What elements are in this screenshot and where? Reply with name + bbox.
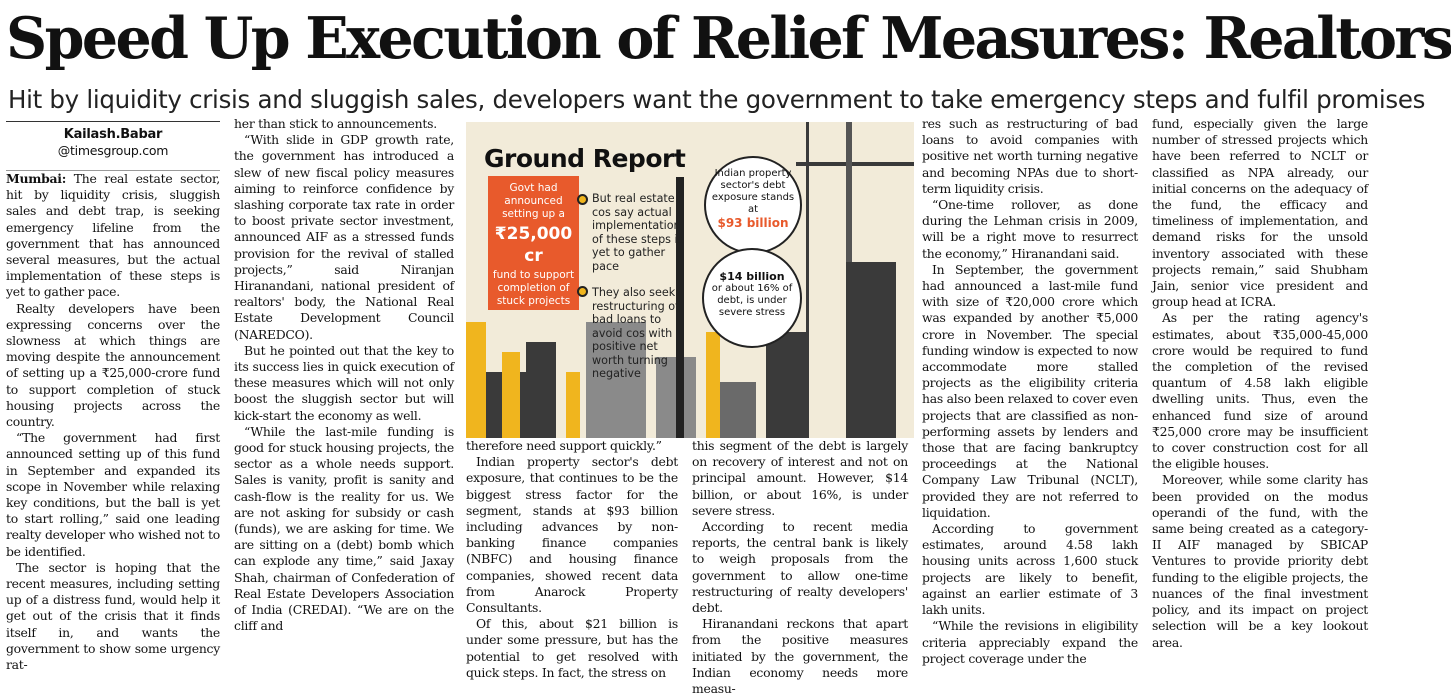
byline (6, 127, 220, 159)
paragraph: this segment of the debt is largely on recovery of interest and not on principal amount. However, $14 billion, or about 16%, is under severe stress. (692, 438, 908, 518)
paragraph: As per the rating agency's estimates, about ₹35,000-45,000 crore would be required to fund the completion of the revised quantum of 4.58 lakh eligible dwelling units. Thus, even the enhanced fund size of around ₹25,000 crore may be insufficient to cover construction cost for all the eligible houses. (1152, 310, 1368, 472)
fund-box-top-text: Govt had announced setting up a (502, 182, 565, 220)
paragraph: According to government estimates, around 4.58 lakh housing units across 1,600 stuck projects are likely to benefit, against an earlier estimate of 3 lakh units. (922, 521, 1138, 618)
fund-box (488, 176, 579, 310)
paragraph: “With slide in GDP growth rate, the government has introduced a slew of new fiscal policy measures aiming to reinforce confidence by slashing corporate tax rate in order to boost private sector investment, announced AIF as a stressed funds provision for the revival of stalled projects,” said Niranjan Hiranandani, national president of realtors' body, the National Real Estate Development Council (NAREDCO). (234, 132, 454, 342)
paragraph: In September, the government had announced a last-mile fund with size of ₹20,000 crore which was expanded by another ₹5,000 crore in November. The special funding window is expected to now accommodate more stalled projects as the eligibility criteria has also been relaxed to cover even projects that are classified as non-performing assets by lenders and those that are facing bankruptcy proceedings at the National Company Law Tribunal (NCLT), provided they are not referred to liquidation. (922, 261, 1138, 520)
paragraph: res such as restructuring of bad loans to avoid companies with positive net worth turning negative and becoming NPAs due to short-term liquidity crisis. (922, 116, 1138, 196)
column-1 (6, 124, 220, 673)
paragraph: “While the revisions in eligibility criteria appreciably expand the project coverage under the (922, 618, 1138, 666)
debt-exposure-text: Indian property sector's debt exposure stands at (711, 168, 795, 215)
severe-stress-value: $14 billion (719, 270, 785, 283)
fund-box-bottom-text: fund to support completion of stuck projects (492, 269, 575, 307)
note-implementation: But real estate cos say actual implementation of these steps is yet to gather pace (592, 192, 684, 273)
column-3 (466, 438, 678, 680)
byline-rule (6, 121, 220, 122)
bullet-dot-icon (577, 286, 588, 297)
paragraph: Hiranandani reckons that apart from the positive measures initiated by the government, the Indian economy needs more measu- (692, 616, 908, 697)
severe-stress-bubble (702, 248, 802, 348)
column-6 (1152, 116, 1368, 650)
paragraph: Indian property sector's debt exposure, that continues to be the biggest stress factor for the segment, stands at $93 billion including advances by non-banking finance companies (NBFC) and housing finance companies, showed recent data from Anarock Property Consultants. (466, 454, 678, 616)
paragraph: “The government had first announced setting up of this fund in September and expanded its scope in November while relaxing key conditions, but the ball is yet to start rolling,” said one leading realty developer who wished not to be identified. (6, 430, 220, 559)
byline-email: @timesgroup.com (57, 143, 169, 158)
dateline: Mumbai: (6, 171, 67, 186)
note-restructuring: They also seek restructuring of bad loans to avoid cos with positive net worth turning negative (592, 286, 680, 380)
paragraph: fund, especially given the large number of stressed projects which have been referred to NCLT or classified as NPA already, our initial concerns on the adequacy of the fund, the efficacy and timeliness of implementation, and demand risks for the unsold inventory associated with these projects remain,” said Shubham Jain, senior vice president and group head at ICRA. (1152, 116, 1368, 310)
headline: Speed Up Execution of Relief Measures: Realtors (6, 5, 1451, 72)
debt-exposure-value: $93 billion (717, 216, 789, 230)
debt-exposure-bubble (704, 156, 802, 254)
paragraph: Realty developers have been expressing concerns over the slowness at which things are moving despite the announcement of setting up a ₹25,000-crore fund to support completion of stuck housing projects across the country. (6, 300, 220, 430)
paragraph: her than stick to announcements. (234, 116, 437, 131)
paragraph: “While the last-mile funding is good for stuck housing projects, the sector as a whole needs support. Sales is vanity, profit is sanity and cash-flow is the reality for us. We are not asking for subsidy or cash (funds), we are asking for time. We are sitting on a (debt) bomb which can explode any time,” said Jaxay Shah, chairman of Confederation of Real Estate Developers Association of India (CREDAI). “We are on the cliff and (234, 423, 454, 634)
byline-name: Kailash.Babar (63, 127, 163, 142)
column-4 (692, 438, 908, 697)
fund-box-amount: ₹25,000 cr (494, 224, 573, 266)
graphic-title: Ground Report (484, 144, 686, 173)
severe-stress-text: or about 16% of debt, is under severe stress (711, 283, 793, 318)
paragraph: The sector is hoping that the recent measures, including setting up of a distress fund, would help it get out of the crisis that it finds itself in, and wants the government to show some urgency rat- (6, 559, 220, 673)
paragraph: But he pointed out that the key to its success lies in quick execution of these measures which will not only boost the sluggish sector but will kick-start the economy as well. (234, 342, 454, 423)
paragraph: Of this, about $21 billion is under some pressure, but has the potential to get resolved with quick steps. In fact, the stress on (466, 616, 678, 680)
paragraph: Mumbai: The real estate sector, hit by liquidity crisis, sluggish sales and debt trap, is seeking emergency lifeline from the government that has announced several measures, but the actual implementation of these steps is yet to gather pace. (6, 171, 220, 300)
ground-report-graphic (466, 122, 914, 438)
paragraph: “One-time rollover, as done during the Lehman crisis in 2009, will be a right move to resurrect the economy,” Hiranandani said. (922, 197, 1138, 261)
bullet-dot-icon (577, 194, 588, 205)
deck-subheadline: Hit by liquidity crisis and sluggish sales, developers want the government to take emergency steps and fulfil promises (8, 85, 1426, 114)
column-2 (234, 116, 454, 634)
paragraph: According to recent media reports, the central bank is likely to weigh proposals from the government to allow one-time restructuring of realty developers' debt. (692, 519, 908, 616)
paragraph: therefore need support quickly.” (466, 438, 662, 453)
paragraph: Moreover, while some clarity has been provided on the modus operandi of the fund, with the same being created as a category-II AIF managed by SBICAP Ventures to provide priority debt funding to the eligible projects, the nuances of the final investment policy, and its impact on project selection will be a key lookout area. (1152, 472, 1368, 650)
column-5 (922, 116, 1138, 666)
